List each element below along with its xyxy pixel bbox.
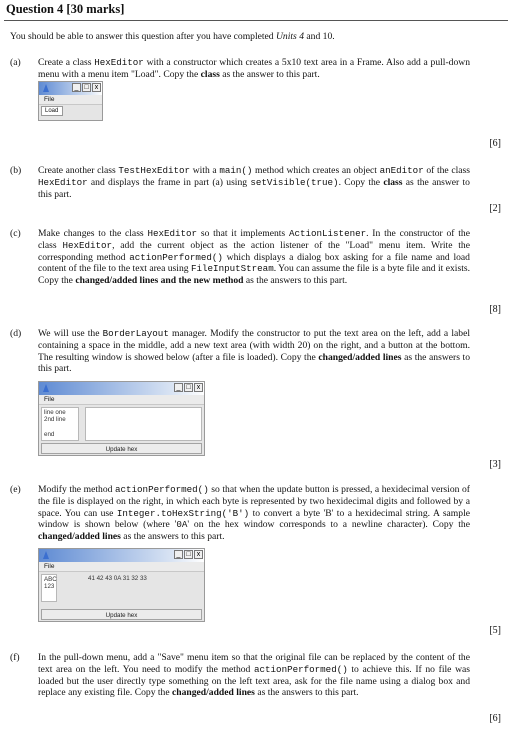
bold-span: class [200,68,220,80]
part-a-marks: [6] [489,138,501,149]
part-b-label: (b) [10,165,22,176]
menu-item-load[interactable]: Load [41,106,63,116]
text-span: so that it implements [197,228,289,239]
code-span: HexEditor [94,57,144,68]
intro-units: Units 4 [276,31,304,42]
part-e-window [38,548,205,622]
text-span: as the answers to this part. [254,687,359,699]
minimize-button[interactable]: _ [174,383,183,392]
text-span: as the answers to this part. [120,531,225,543]
text-span: , add the current object as the action listener of the "Load" menu item. Write the corresponding method [38,239,470,263]
menu-file[interactable]: File [39,395,204,405]
code-span: FileInputStream [191,263,274,275]
java-logo-icon [41,550,51,560]
close-button[interactable]: x [194,383,203,392]
left-text-area[interactable]: line one 2nd line end [41,407,79,441]
text-span: to achieve this. If no file was loaded but the user directly type something on the left text area, ask for the file name using a dialog box and replace any existing file. Copy the [38,663,470,699]
menu-file[interactable]: File [39,562,204,572]
code-span: Integer.toHexString('B') [116,507,250,519]
code-span: HexEditor [38,176,88,188]
update-hex-button[interactable]: Update hex [41,609,202,620]
window-titlebar [39,549,204,562]
text-span: which displays a dialog box asking for a file name and load content of the file to the text area using [38,251,470,275]
code-span: anEditor [379,165,424,176]
hex-text-area[interactable] [85,407,202,441]
text-span: with a [190,165,220,176]
part-d-window [38,381,205,456]
code-span: 0A [176,519,188,531]
java-logo-icon [41,83,51,93]
code-span: actionPerformed() [254,663,348,675]
bold-span: changed/added lines [38,531,121,543]
part-f-marks: [6] [489,713,501,724]
minimize-button[interactable]: _ [174,550,183,559]
text-span: Create another class [38,165,119,176]
code-span: HexEditor [62,239,113,251]
text-span: method which creates an object [252,165,380,176]
part-c-label: (c) [10,228,21,239]
text-span: so that when the update button is pressed, a hexidecimal version of the file is displayed on the right, in which each byte is represented by two hexidecimal digits and followed by a space. You can use [38,484,470,519]
bold-span: class [383,176,403,188]
part-c-marks: [8] [489,304,501,315]
close-button[interactable]: x [194,550,203,559]
part-e-marks: [5] [489,625,501,636]
text-span: In the pull-down menu, add a "Save" menu item so that the original file can be replaced by the content of the text area on the left. You need to modify the method [38,652,470,675]
part-a-label: (a) [10,57,21,68]
text-span: We will use the [38,328,103,339]
part-b-text [38,165,470,200]
code-span: TestHexEditor [118,165,191,176]
intro-pre: You should be able to answer this question after you have completed [10,31,276,42]
part-a-window [38,81,103,121]
close-button[interactable]: x [92,83,101,92]
code-span: actionPerformed() [129,251,223,263]
left-text-area[interactable]: ABC 123 [41,574,57,602]
text-span: Create a class [38,57,95,68]
intro-post: and 10. [304,31,335,42]
code-span: HexEditor [147,228,198,239]
part-e-label: (e) [10,484,21,495]
text-span: ' on the hex window corresponds to a newline character). Copy the [187,519,470,531]
menu-file[interactable]: File [39,95,102,105]
window-titlebar [39,382,204,395]
part-a-text [38,57,470,81]
part-c-text [38,228,470,287]
text-span: Modify the method [38,484,115,495]
code-span: BorderLayout [102,328,169,339]
text-span: . Copy the [338,176,384,188]
maximize-button[interactable]: □ [184,550,193,559]
bold-span: changed/added lines and the new method [75,275,244,287]
text-span: . You can assume the file is a byte file and it exists. Copy the [38,263,470,287]
text-span: and displays the frame in part (a) using [87,176,251,188]
hex-output[interactable]: 41 42 43 0A 31 32 33 [88,575,147,582]
title-rule [4,20,508,21]
bold-span: changed/added lines [318,351,402,363]
maximize-button[interactable]: □ [82,83,91,92]
java-logo-icon [41,383,51,393]
code-span: actionPerformed() [114,484,209,495]
part-e-text [38,484,470,543]
text-span: manager. Modify the constructor to put the text area on the left, add a label containing a space in the middle, add a new text area (with width 20) on the right, and a button at the bottom. The resulting window is showed below (after a file is loaded). Copy the [38,328,470,363]
part-d-text [38,328,470,375]
update-hex-button[interactable]: Update hex [41,443,202,454]
text-span: . In the constructor of the class [38,228,470,251]
text-span: Make changes to the class [38,228,148,239]
text-span: as the answers to this part. [38,351,471,375]
text-span: of the class [423,165,470,176]
code-span: main() [219,165,253,176]
part-b-marks: [2] [489,203,501,214]
intro-text [10,31,335,42]
text-span: as the answers to this part. [243,275,348,287]
maximize-button[interactable]: □ [184,383,193,392]
code-span: setVisible(true) [250,176,339,188]
minimize-button[interactable]: _ [72,83,81,92]
code-span: ActionListener [288,228,367,239]
question-title: Question 4 [30 marks] [6,2,125,16]
window-titlebar [39,82,102,95]
text-span: as the answer to this part. [38,176,470,200]
part-f-text [38,652,470,699]
text-span: with a constructor which creates a 5x10 text area in a Frame. Also add a pull-down menu with a menu item "Load". Copy the [38,57,470,80]
part-d-label: (d) [10,328,22,339]
part-f-label: (f) [10,652,20,663]
bold-span: changed/added lines [172,687,255,699]
part-d-marks: [3] [489,459,501,470]
text-span: to convert a byte 'B' to a hexidecimal string. A sample window is shown below (where ' [38,507,470,531]
text-span: as the answer to this part. [219,68,320,80]
